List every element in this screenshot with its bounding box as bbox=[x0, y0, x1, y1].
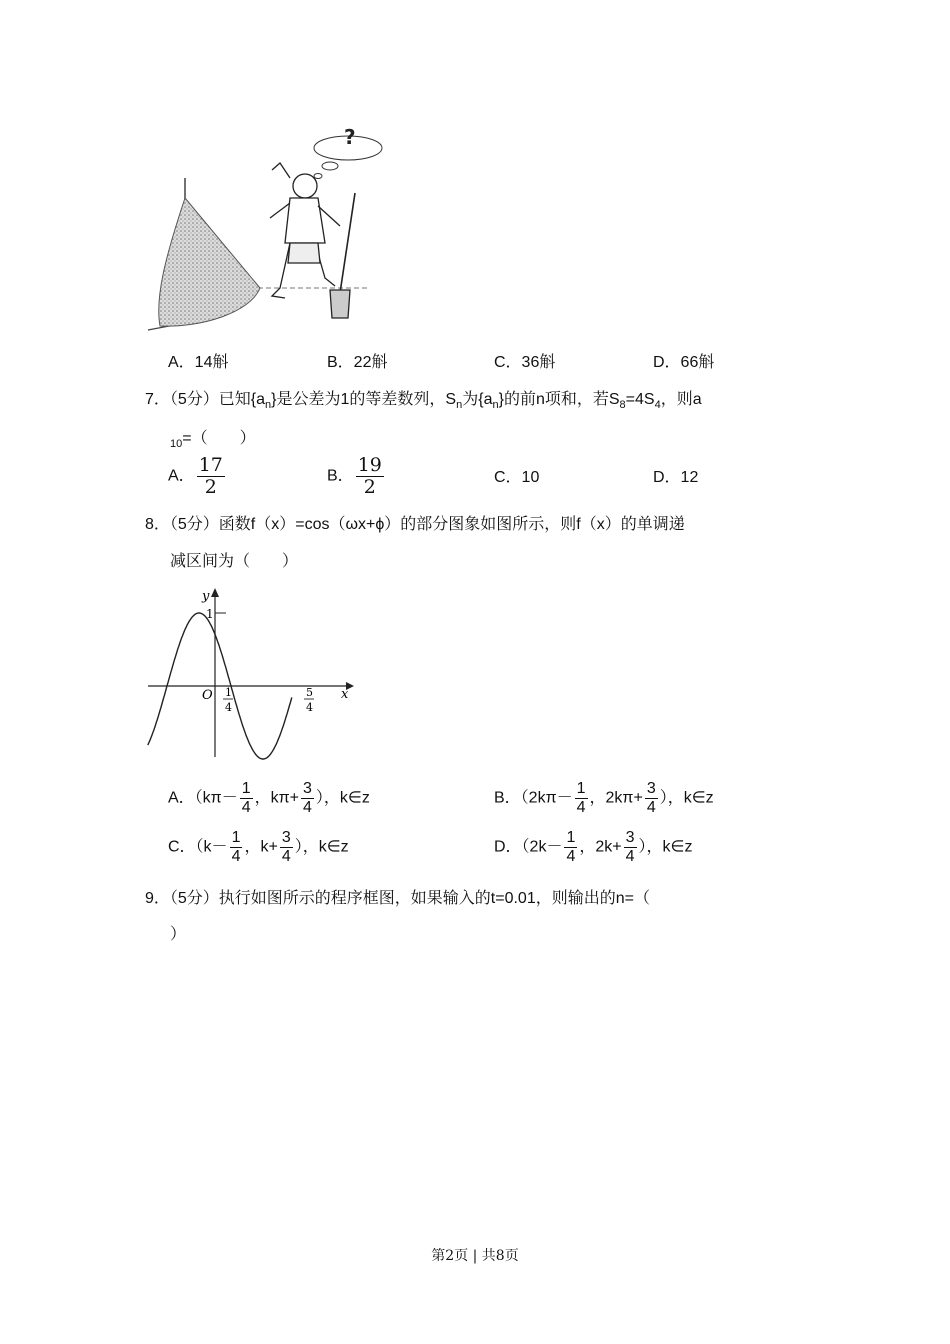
q9-stem: 9．（5分）执行如图所示的程序框图，如果输入的t=0.01，则输出的n=（ bbox=[145, 890, 650, 907]
y-tick-1: 1 bbox=[206, 607, 214, 621]
q8-option-d[interactable]: D．（2k－ $\frac{1}{4}$ ，2k+ $\frac{3}{4}$ ），k∈z bbox=[494, 829, 693, 865]
q7-option-a[interactable]: A． $\frac{17}{2}$ bbox=[168, 454, 223, 498]
q7-option-b[interactable]: B． $\frac{19}{2}$ bbox=[327, 454, 382, 498]
x-axis-label: x bbox=[341, 687, 349, 702]
q8-option-a[interactable]: A．（kπ－ $\frac{1}{4}$ ，kπ+ $\frac{3}{4}$ ），k∈z bbox=[168, 780, 370, 816]
svg-text:5: 5 bbox=[306, 686, 313, 699]
q8-option-b[interactable]: B．（2kπ－ $\frac{1}{4}$ ，2kπ+ $\frac{3}{4}$ ），k∈z bbox=[494, 780, 714, 816]
thought-bubble bbox=[314, 125, 382, 179]
y-axis-label: y bbox=[202, 589, 210, 604]
grain-pile-illustration bbox=[140, 118, 390, 336]
x-tick-five-quarters bbox=[304, 686, 314, 714]
svg-text:4: 4 bbox=[225, 701, 232, 714]
q7-option-d[interactable]: D．12 bbox=[653, 469, 699, 486]
q6-option-a[interactable]: A．14斛 bbox=[168, 354, 229, 371]
q7-stem: 7．（5分）已知$\{a_n\}$是公差为1的等差数列，$S_n$为$\{a_n\}$的前n项和，若$S_8=4S_4$，则a bbox=[145, 391, 702, 411]
q6-option-c[interactable]: C．36斛 bbox=[494, 354, 556, 371]
origin-label: O bbox=[202, 688, 213, 703]
q6-option-b[interactable]: B．22斛 bbox=[327, 354, 388, 371]
farmer-figure bbox=[270, 163, 355, 318]
x-tick-one-quarter bbox=[223, 686, 233, 714]
q8-stem-line2: 减区间为（ ） bbox=[170, 553, 299, 570]
page-footer: 第2页 | 共8页 bbox=[431, 1248, 519, 1264]
q7-stem-line2: $_{10}$=（ ） bbox=[170, 430, 256, 450]
q9-stem-line2: ） bbox=[170, 926, 187, 943]
question-mark: ? bbox=[344, 125, 356, 149]
q6-option-d[interactable]: D．66斛 bbox=[653, 354, 715, 371]
q8-option-c[interactable]: C．（k－ $\frac{1}{4}$ ，k+ $\frac{3}{4}$ ），k∈z bbox=[168, 829, 349, 865]
cosine-graph bbox=[140, 585, 370, 765]
q7-option-c[interactable]: C．10 bbox=[494, 469, 540, 486]
q8-stem: 8．（5分）函数f（x）=cos（ωx+ϕ）的部分图象如图所示，则f（x）的单调递 bbox=[145, 516, 685, 533]
svg-text:4: 4 bbox=[306, 701, 313, 714]
svg-text:1: 1 bbox=[225, 686, 232, 699]
